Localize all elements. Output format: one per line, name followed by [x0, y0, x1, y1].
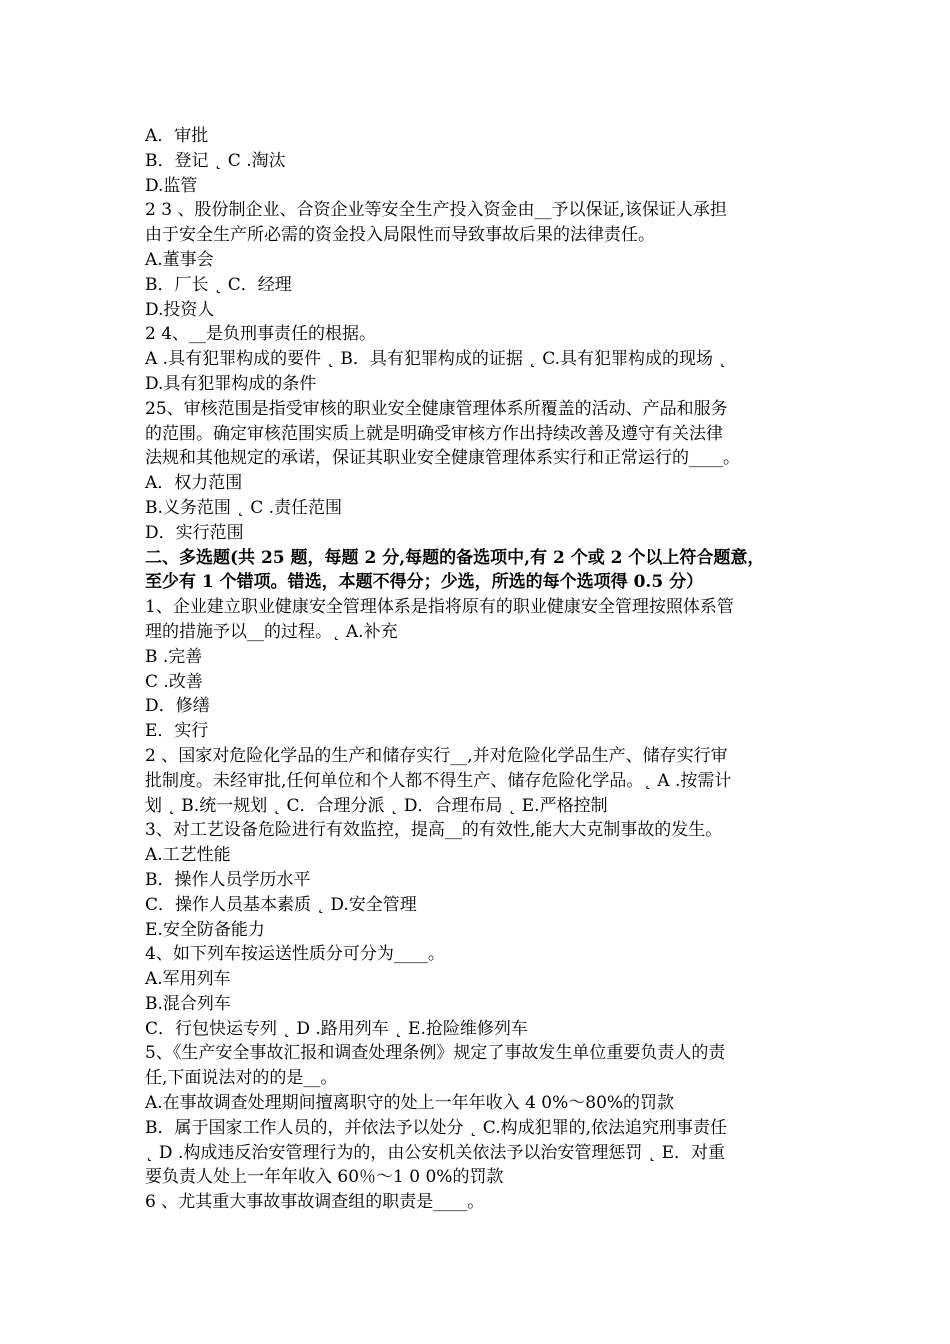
document-body: [145, 124, 810, 1215]
text-line: A.在事故调查处理期间擅离职守的处上一年年收入 4 0%～80%的罚款: [145, 1093, 675, 1114]
text-line: A．审批: [145, 126, 209, 146]
text-line: 1、企业建立职业健康安全管理体系是指将原有的职业健康安全管理按照体系管: [145, 597, 734, 618]
text-line: B.混合列车: [145, 993, 231, 1014]
text-line: 的范围。确定审核范围实质上就是明确受审核方作出持续改善及遵守有关法律: [145, 423, 723, 444]
section-heading-line: 至少有 1 个错项。错选，本题不得分；少选，所选的每个选项得 0.5 分）: [145, 572, 704, 593]
text-line: B．厂长 ˛ C．经理: [145, 274, 292, 295]
text-line: 3、对工艺设备危险进行有效监控，提高__的有效性,能大大克制事故的发生。: [145, 820, 723, 841]
text-line: C．操作人员基本素质 ˛ D.安全管理: [145, 894, 417, 915]
text-line: 划 ˛ B.统一规划 ˛ C．合理分派 ˛ D．合理布局 ˛ E.严格控制: [145, 795, 608, 816]
text-line: 批制度。未经审批,任何单位和个人都不得生产、储存危险化学品。˛ A .按需计: [145, 770, 732, 791]
text-line: A．权力范围: [145, 473, 243, 494]
text-line: D．修缮: [145, 696, 210, 717]
text-line: B．登记 ˛ C .淘汰: [145, 150, 286, 171]
section-heading-line: 二、多选题(共 25 题，每题 2 分,每题的备选项中,有 2 个或 2 个以上符合题意，: [145, 547, 765, 568]
text-line: A.工艺性能: [145, 845, 231, 866]
text-line: D.监管: [145, 175, 198, 196]
text-line: A .具有犯罪构成的要件 ˛ B．具有犯罪构成的证据 ˛ C.具有犯罪构成的现场 ˛: [145, 349, 727, 370]
text-line: 2 4、__是负刑事责任的根据。: [145, 324, 377, 345]
text-line: A.董事会: [145, 249, 214, 270]
text-line: C .改善: [145, 671, 203, 692]
text-line: B .完善: [145, 646, 203, 667]
text-line: A.军用列车: [145, 969, 231, 990]
text-line: B．属于国家工作人员的，并依法予以处分 ˛ C.构成犯罪的,依法追究刑事责任: [145, 1117, 728, 1138]
text-line: 由于安全生产所必需的资金投入局限性而导致事故后果的法律责任。: [145, 225, 655, 246]
text-line: 任,下面说法对的的是__。: [145, 1068, 338, 1089]
text-line: 法规和其他规定的承诺，保证其职业安全健康管理体系实行和正常运行的____。: [145, 448, 740, 469]
text-line: E．实行: [145, 721, 209, 742]
text-line: 理的措施予以__的过程。˛ A.补充: [145, 621, 398, 642]
text-line: 2 3 、股份制企业、合资企业等安全生产投入资金由__予以保证,该保证人承担: [145, 200, 727, 221]
text-line: E.安全防备能力: [145, 919, 265, 940]
text-line: D.投资人: [145, 299, 215, 320]
text-line: 2 、国家对危险化学品的生产和储存实行__,并对危险化学品生产、储存实行审: [145, 745, 728, 766]
text-line: 要负责人处上一年年收入 60％～1 0 0%的罚款: [145, 1167, 504, 1188]
text-line: D．实行范围: [145, 522, 244, 543]
text-line: B.义务范围 ˛ C .责任范围: [145, 497, 343, 518]
text-line: D.具有犯罪构成的条件: [145, 373, 317, 394]
text-line: B．操作人员学历水平: [145, 869, 311, 890]
text-line: 5、《生产安全事故汇报和调查处理条例》规定了事故发生单位重要负责人的责: [145, 1043, 726, 1064]
text-line: ˛ D .构成违反治安管理行为的，由公安机关依法予以治安管理惩罚 ˛ E．对重: [145, 1142, 726, 1163]
text-line: C．行包快运专列 ˛ D .路用列车 ˛ E.抢险维修列车: [145, 1018, 528, 1039]
text-line: 4、如下列车按运送性质分可分为____。: [145, 944, 445, 965]
text-line: 25、审核范围是指受审核的职业安全健康管理体系所覆盖的活动、产品和服务: [145, 398, 728, 419]
text-line: 6 、尤其重大事故事故调查组的职责是____。: [145, 1192, 485, 1213]
